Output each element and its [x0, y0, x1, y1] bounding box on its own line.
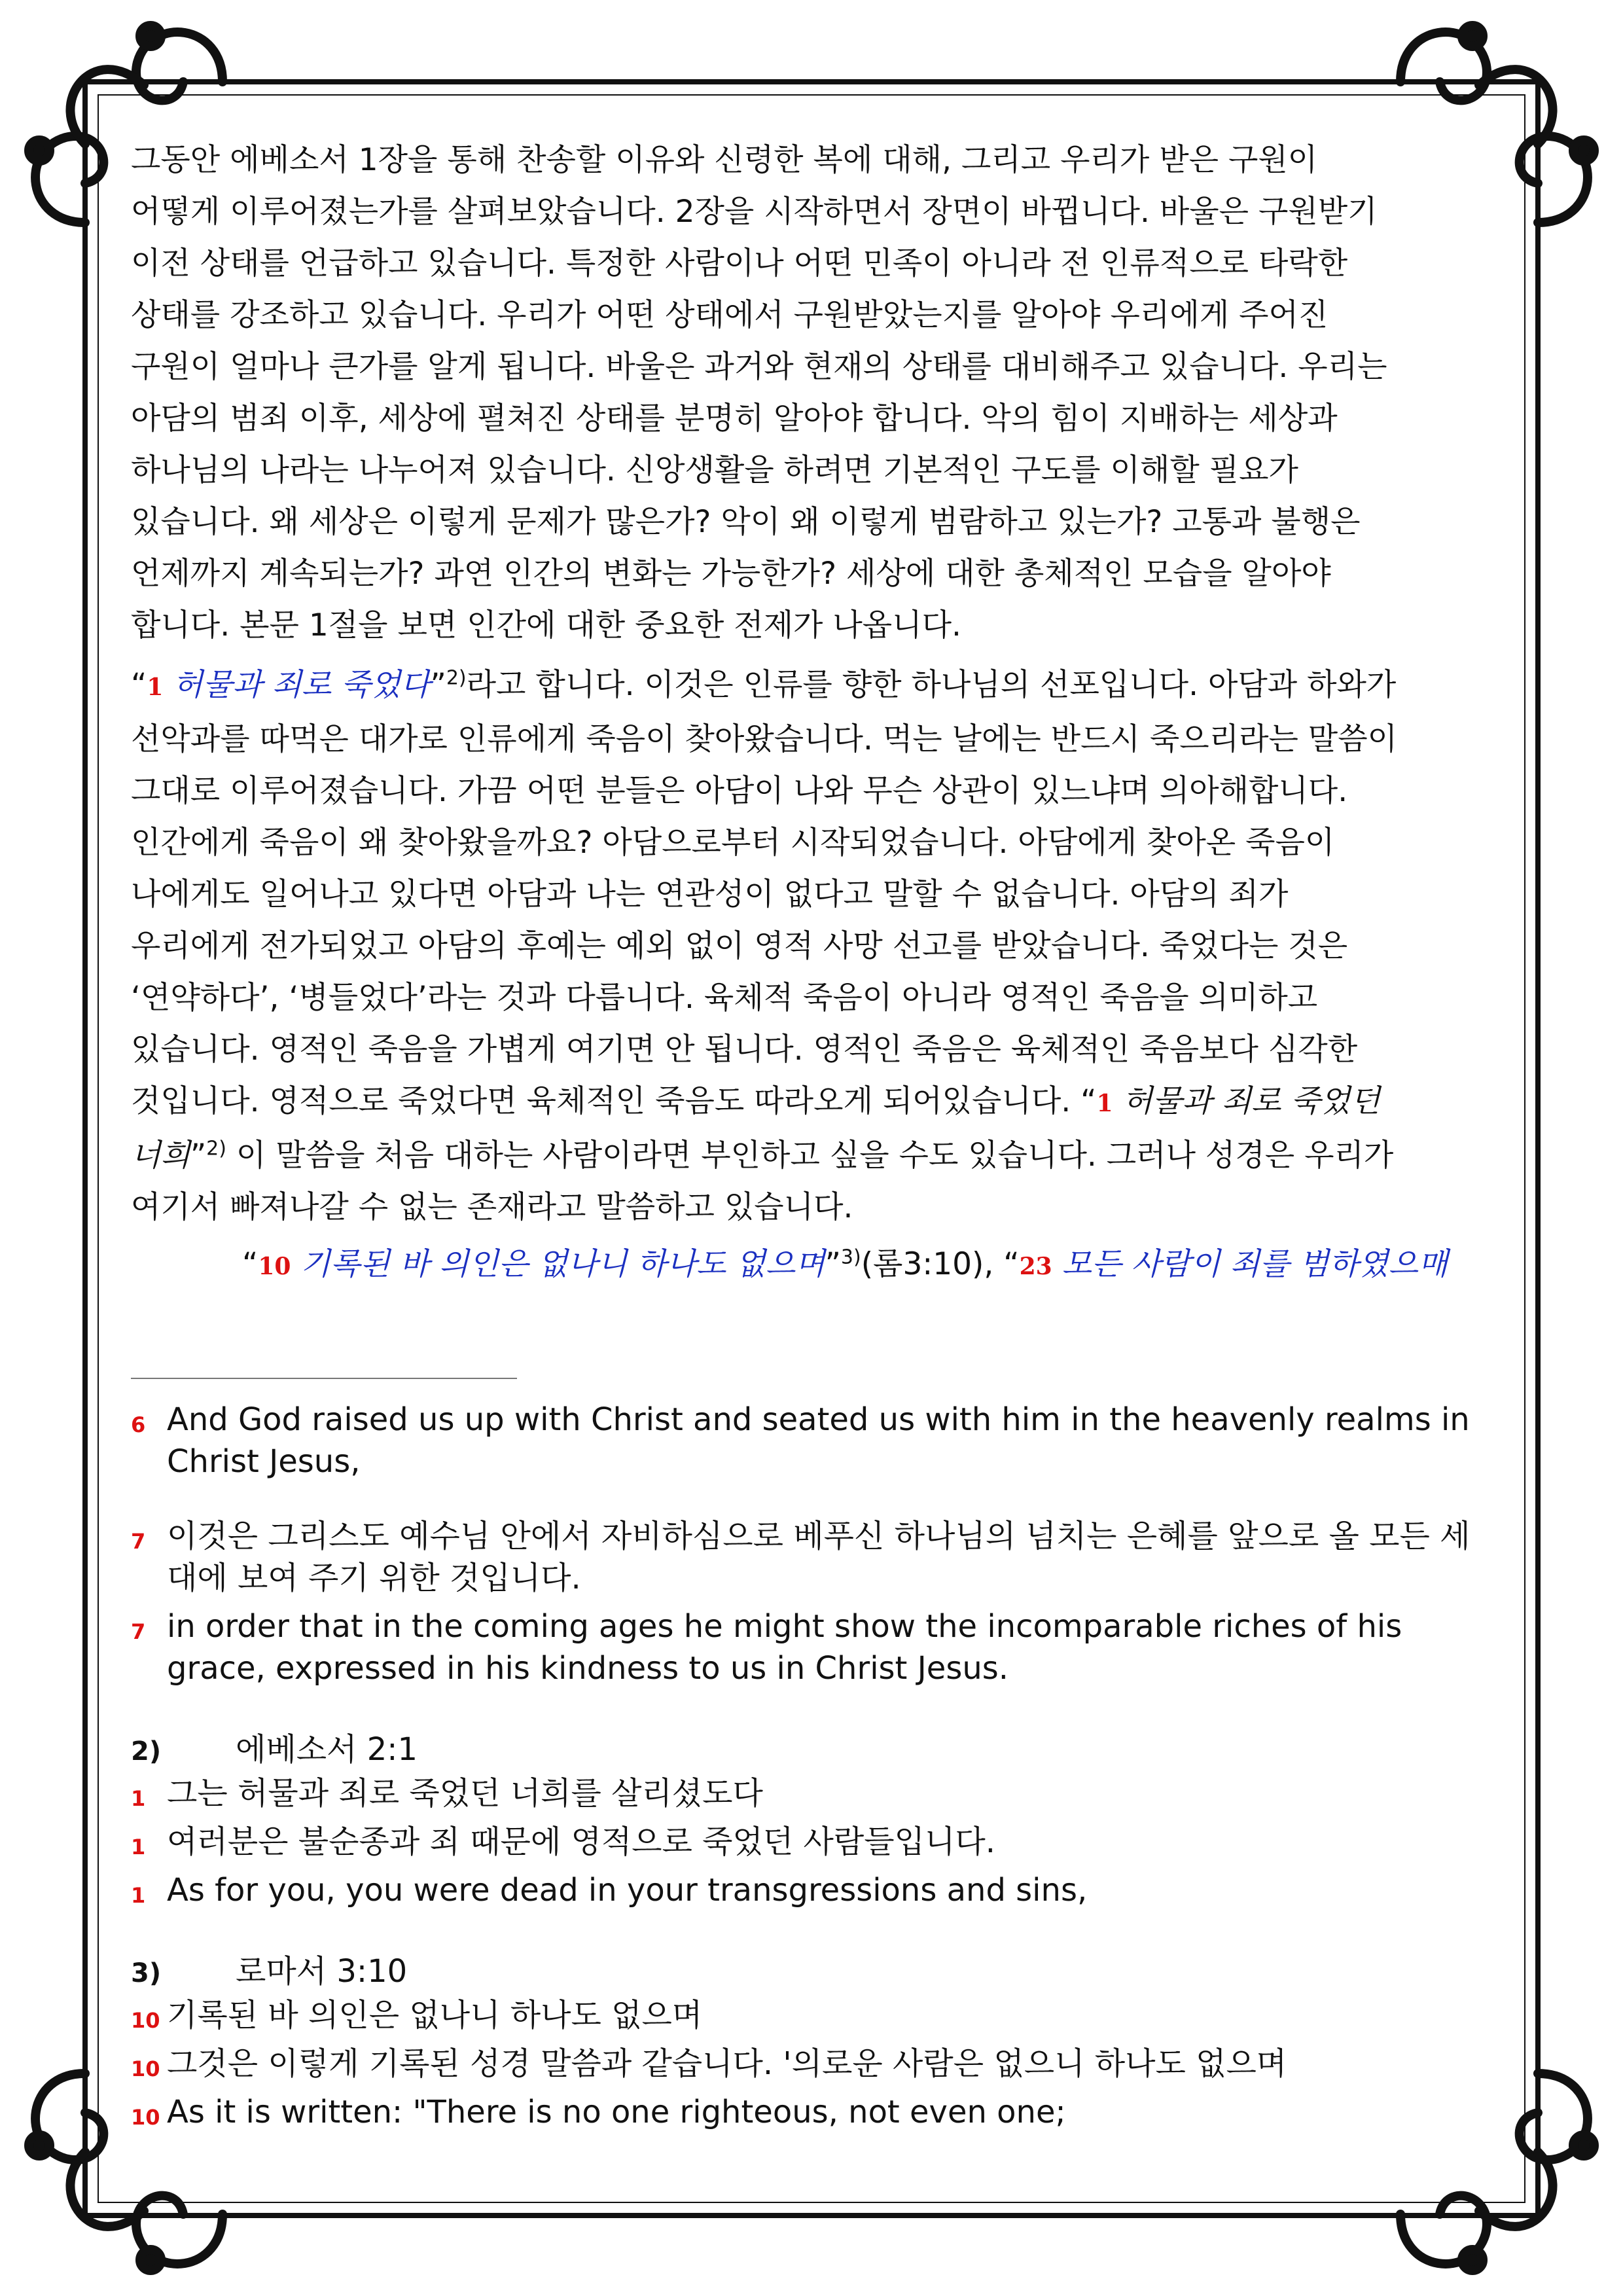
- text-line: 언제까지 계속되는가? 과연 인간의 변화는 가능한가? 세상에 대한 총체적인 모습을 알아야: [131, 556, 1331, 592]
- footnote-reference: 로마서 3:10: [236, 1953, 408, 1990]
- open-quote: “: [242, 1246, 259, 1282]
- close-quote: ”: [430, 667, 446, 703]
- verse-number: 1: [131, 1835, 146, 1859]
- text-line: 그동안 에베소서 1장을 통해 찬송할 이유와 신령한 복에 대해, 그리고 우리가 받은 구원이: [131, 142, 1318, 178]
- text-line: 있습니다. 영적인 죽음을 가볍게 여기면 안 됩니다. 영적인 죽음은 육체적인 죽음보다 심각한: [131, 1031, 1358, 1067]
- footnote-item: [131, 1772, 1492, 1814]
- footnote-text: As for you, you were dead in your transgressions and sins,: [167, 1872, 1088, 1909]
- text-line-verse: [131, 1130, 1492, 1181]
- verse-number: 10: [131, 2008, 160, 2033]
- open-quote: “: [131, 667, 147, 703]
- text-line-verse: [131, 1075, 1492, 1130]
- footnote-item: [131, 1605, 1492, 1689]
- footnote-ref[interactable]: 2): [206, 1137, 226, 1160]
- footnote-text: 그는 허물과 죄로 죽었던 너희를 살리셨도다: [167, 1775, 763, 1812]
- verse-number: 7: [131, 1529, 146, 1554]
- text-line: 상태를 강조하고 있습니다. 우리가 어떤 상태에서 구원받았는지를 알아야 우리에게 주어진: [131, 297, 1329, 333]
- verse-number: 1: [131, 1883, 146, 1908]
- verse-number: 6: [131, 1412, 146, 1437]
- footnote-text: 그것은 이렇게 기록된 성경 말씀과 같습니다. '의로운 사람은 없으니 하나도 없으며: [167, 2045, 1287, 2082]
- text-line: 하나님의 나라는 나누어져 있습니다. 신앙생활을 하려면 기본적인 구도를 이해할 필요가: [131, 452, 1298, 488]
- footnote-item: [131, 1869, 1492, 1911]
- verse-text: 허물과 죄로 죽었던: [1122, 1083, 1380, 1119]
- verse-text: 모든 사람이 죄를 범하였으매: [1061, 1246, 1448, 1282]
- footnote-text: 여러분은 불순종과 죄 때문에 영적으로 죽었던 사람들입니다.: [167, 1823, 996, 1860]
- scripture-reference: (롬3:10),: [861, 1246, 994, 1282]
- verse-number: 1: [147, 673, 164, 701]
- footnote-text: 기록된 바 의인은 없나니 하나도 없으며: [167, 1997, 703, 2034]
- verse-number: 10: [258, 1253, 291, 1280]
- text-line: 구원이 얼마나 큰가를 알게 됩니다. 바울은 과거와 현재의 상태를 대비해주고 있습니다. 우리는: [131, 349, 1387, 385]
- paragraph-2: [131, 659, 1492, 1233]
- text-line: 이전 상태를 언급하고 있습니다. 특정한 사람이나 어떤 민족이 아니라 전 인류적으로 타락한: [131, 245, 1348, 281]
- close-quote: ”: [190, 1138, 207, 1174]
- footnote-heading: [131, 1729, 1492, 1772]
- footnote-mark: 2): [131, 1736, 162, 1767]
- text-lead: 것입니다. 영적으로 죽었다면 육체적인 죽음도 따라오게 되어있습니다.: [131, 1083, 1071, 1119]
- footnote-item: [131, 2091, 1492, 2133]
- text-line: 나에게도 일어나고 있다면 아담과 나는 연관성이 없다고 말할 수 없습니다. 아담의 죄가: [131, 876, 1289, 912]
- verse-quote: [1020, 1246, 1448, 1282]
- verse-quote: [258, 1246, 825, 1282]
- footnote-ref[interactable]: 3): [840, 1246, 861, 1269]
- verse-number: 10: [131, 2056, 160, 2081]
- text-line: 합니다. 본문 1절을 보면 인간에 대한 중요한 전제가 나옵니다.: [131, 607, 961, 643]
- footnotes: [131, 1399, 1492, 2133]
- text-line-verse: [131, 659, 1492, 713]
- open-quote: “: [1080, 1083, 1097, 1119]
- text-line: 여기서 빠져나갈 수 없는 존재라고 말씀하고 있습니다.: [131, 1189, 853, 1225]
- footnote-item: [131, 1515, 1492, 1599]
- text-rest: 라고 합니다. 이것은 인류를 향한 하나님의 선포입니다. 아담과 하와가: [466, 667, 1397, 703]
- footnote-text: in order that in the coming ages he might show the incomparable riches of his grace, expressed in his kindness to us in Christ Jesus.: [167, 1608, 1402, 1687]
- text-line: 우리에게 전가되었고 아담의 후예는 예외 없이 영적 사망 선고를 받았습니다. 죽었다는 것은: [131, 928, 1348, 964]
- footnote-text: As it is written: "There is no one righteous, not even one;: [167, 2094, 1066, 2130]
- footnote-item: [131, 1994, 1492, 2036]
- footnote-mark: 3): [131, 1958, 162, 1988]
- close-quote: ”: [825, 1246, 841, 1282]
- footnote-item: [131, 1821, 1492, 1863]
- footnote-text: 이것은 그리스도 예수님 안에서 자비하심으로 베푸신 하나님의 넘치는 은혜를 앞으로 올 모든 세대에 보여 주기 위한 것입니다.: [167, 1518, 1471, 1596]
- footnote-reference: 에베소서 2:1: [236, 1731, 418, 1768]
- verse-number: 23: [1019, 1253, 1052, 1280]
- verse-text-continued: 너희: [131, 1138, 190, 1174]
- text-rest: 이 말씀을 처음 대하는 사람이라면 부인하고 싶을 수도 있습니다. 그러나 성경은 우리가: [236, 1138, 1394, 1174]
- footnote-heading: [131, 1950, 1492, 1994]
- footnote-item: [131, 1399, 1492, 1482]
- verse-number: 1: [1096, 1090, 1113, 1117]
- text-line: 그대로 이루어졌습니다. 가끔 어떤 분들은 아담이 나와 무슨 상관이 있느냐며 의아해합니다.: [131, 773, 1348, 809]
- open-quote: “: [1003, 1246, 1020, 1282]
- text-line: 선악과를 따먹은 대가로 인류에게 죽음이 찾아왔습니다. 먹는 날에는 반드시 죽으리라는 말씀이: [131, 721, 1398, 757]
- paragraph-1: [131, 134, 1492, 651]
- text-line: 있습니다. 왜 세상은 이렇게 문제가 많은가? 악이 왜 이렇게 범람하고 있는가? 고통과 불행은: [131, 504, 1361, 540]
- verse-number: 1: [131, 1786, 146, 1811]
- text-line: 인간에게 죽음이 왜 찾아왔을까요? 아담으로부터 시작되었습니다. 아담에게 찾아온 죽음이: [131, 825, 1335, 861]
- page-content: [131, 134, 1492, 2140]
- verse-quote: [1097, 1083, 1380, 1119]
- footnote-separator: [131, 1378, 517, 1379]
- verse-text: 기록된 바 의인은 없나니 하나도 없으며: [300, 1246, 825, 1282]
- footnote-item: [131, 2043, 1492, 2085]
- text-line: 어떻게 이루어졌는가를 살펴보았습니다. 2장을 시작하면서 장면이 바뀝니다. 바울은 구원받기: [131, 194, 1378, 230]
- verse-number: 10: [131, 2105, 160, 2130]
- footnote-text: And God raised us up with Christ and seated us with him in the heavenly realms in Christ Jesus,: [167, 1401, 1470, 1480]
- verse-quote: [147, 667, 430, 703]
- scripture-quote-line: [131, 1238, 1492, 1293]
- text-line: ‘연약하다’, ‘병들었다’라는 것과 다릅니다. 육체적 죽음이 아니라 영적인 죽음을 의미하고: [131, 980, 1318, 1016]
- footnote-ref[interactable]: 2): [446, 666, 467, 690]
- text-line: 아담의 범죄 이후, 세상에 펼쳐진 상태를 분명히 알아야 합니다. 악의 힘이 지배하는 세상과: [131, 401, 1338, 437]
- verse-number: 7: [131, 1619, 146, 1644]
- verse-text: 허물과 죄로 죽었다: [173, 667, 431, 703]
